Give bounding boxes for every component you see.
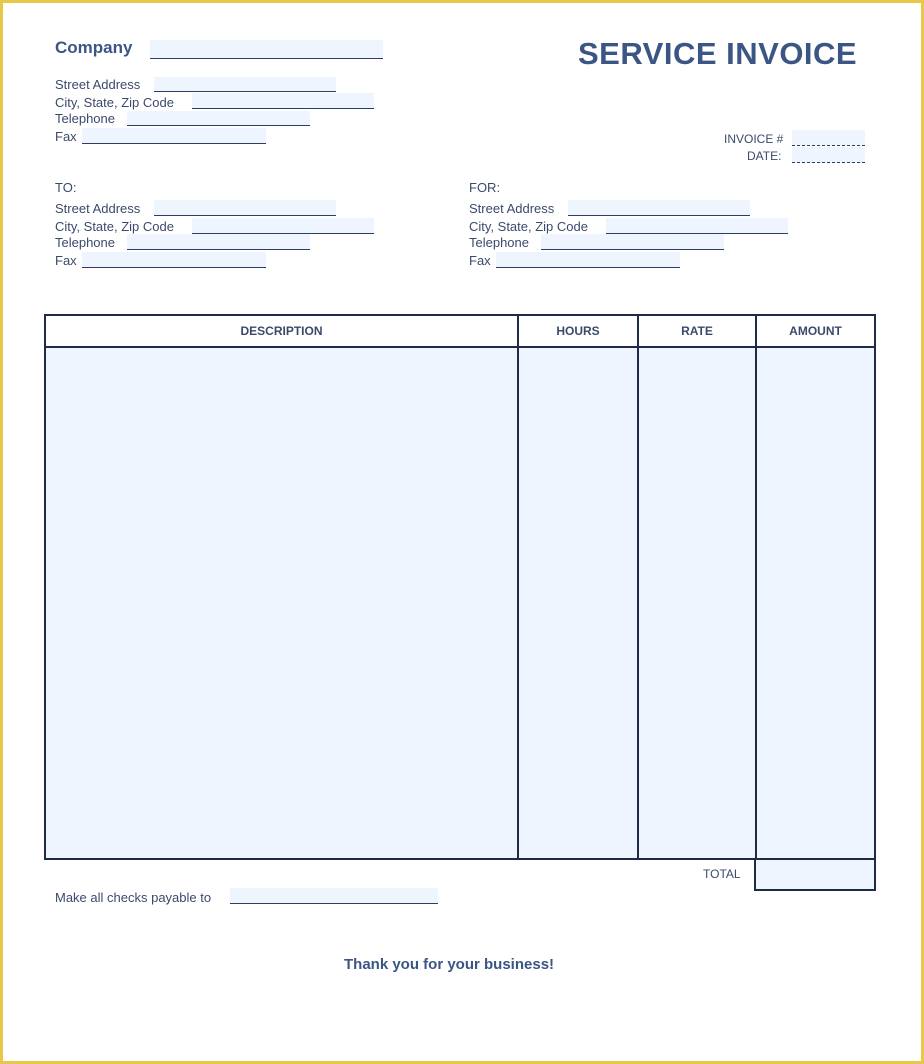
checks-payable-label: Make all checks payable to [55, 890, 212, 905]
checks-payable-field[interactable] [230, 888, 438, 904]
to-city-label: City, State, Zip Code [55, 219, 174, 234]
thank-you-note: Thank you for your business! [344, 956, 555, 973]
date-field[interactable] [792, 147, 865, 163]
to-street-field[interactable] [154, 200, 336, 216]
amount-header: AMOUNT [789, 324, 842, 338]
invoice-number-label: INVOICE # [724, 132, 784, 146]
for-telephone-field[interactable] [541, 234, 724, 250]
sender-city-label: City, State, Zip Code [55, 95, 174, 110]
hours-header: HOURS [556, 324, 600, 338]
sender-street-label: Street Address [55, 77, 141, 92]
invoice-number-field[interactable] [792, 130, 865, 146]
hours-column-body[interactable] [519, 348, 637, 858]
description-column-body[interactable] [46, 348, 517, 858]
table-header-row [46, 316, 874, 348]
date-label: DATE: [747, 149, 782, 163]
for-street-field[interactable] [568, 200, 750, 216]
amount-column-body[interactable] [757, 348, 874, 858]
for-telephone-label: Telephone [469, 235, 529, 250]
for-city-label: City, State, Zip Code [469, 219, 588, 234]
sender-fax-label: Fax [55, 129, 77, 144]
invoice-title: SERVICE INVOICE [578, 36, 858, 71]
column-divider [517, 316, 519, 858]
to-street-label: Street Address [55, 201, 141, 216]
for-heading: FOR: [469, 180, 501, 195]
for-fax-label: Fax [469, 253, 491, 268]
column-divider [637, 316, 639, 858]
to-telephone-label: Telephone [55, 235, 115, 250]
total-field[interactable] [754, 858, 876, 891]
sender-street-field[interactable] [154, 77, 336, 92]
column-divider [755, 316, 757, 858]
sender-telephone-field[interactable] [127, 111, 310, 126]
sender-telephone-label: Telephone [55, 111, 115, 126]
to-fax-field[interactable] [82, 252, 266, 268]
to-city-field[interactable] [192, 218, 374, 234]
for-city-field[interactable] [606, 218, 788, 234]
company-label: Company [55, 38, 133, 57]
for-fax-field[interactable] [496, 252, 680, 268]
to-heading: TO: [55, 180, 77, 195]
description-header: DESCRIPTION [240, 324, 323, 338]
sender-city-field[interactable] [192, 93, 374, 109]
for-street-label: Street Address [469, 201, 555, 216]
sender-fax-field[interactable] [82, 128, 266, 144]
line-items-table [44, 314, 876, 860]
rate-column-body[interactable] [639, 348, 755, 858]
company-field[interactable] [150, 40, 383, 59]
to-telephone-field[interactable] [127, 234, 310, 250]
rate-header: RATE [681, 324, 713, 338]
to-fax-label: Fax [55, 253, 77, 268]
total-label: TOTAL [703, 867, 741, 881]
